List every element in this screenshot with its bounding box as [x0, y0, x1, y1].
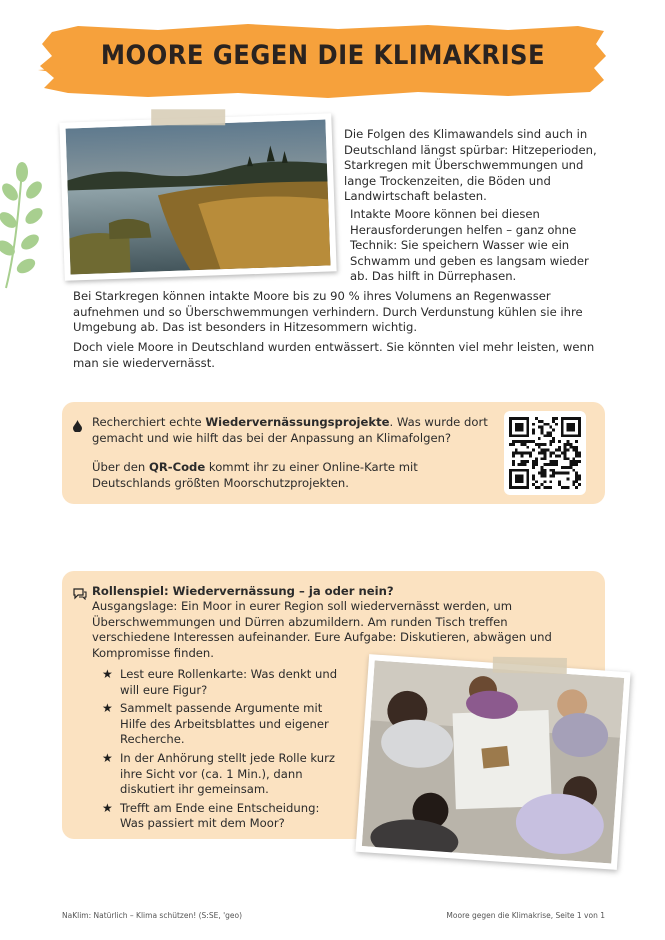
research-box — [62, 402, 605, 504]
qr-hint: Über den QR-Code kommt ihr zu einer Online-Karte mit Deutschlands größten Moorschutzprojekten. — [92, 460, 418, 490]
tape — [151, 109, 225, 125]
list-item: ★ In der Anhörung stellt jede Rolle kurz ihre Sicht vor (ca. 1 Min.), dann diskutiert ihr gemeinsam. — [102, 750, 335, 797]
drop-icon — [73, 417, 82, 436]
footer-right: Moore gegen die Klimakrise, Seite 1 von 1 — [446, 911, 605, 920]
star-icon: ★ — [102, 701, 113, 716]
meeting-photo — [355, 654, 630, 870]
list-item: ★ Trefft am Ende eine Entscheidung: Was passiert mit dem Moor? — [102, 800, 320, 831]
intro-paragraph-2: Intakte Moore können bei diesen Herausforderungen helfen – ganz ohne Technik: Sie speichern Wasser wie ein Schwamm und geben es langsam wieder ab. Das hilft in Dürrephasen. — [350, 207, 589, 284]
roleplay-intro: Ausgangslage: Ein Moor in eurer Region soll wiedervernässt werden, um Überschwemmungen und Dürren abzumildern. Am runden Tisch treffen verschiedene Interessen aufeinander. Eure Aufgabe: Diskutieren, abwägen und Kompromisse finden. — [92, 599, 552, 660]
footer-left: NaKlim: Natürlich – Klima schützen! (S:SE, 'geo) — [62, 911, 243, 920]
moor-landscape-image — [66, 120, 331, 275]
roleplay-title: Rollenspiel: Wiedervernässung – ja oder nein? — [92, 584, 394, 598]
page-title: MOORE GEGEN DIE KLIMAKRISE — [100, 40, 546, 71]
round-table-image — [362, 661, 624, 864]
list-item: ★ Sammelt passende Argumente mit Hilfe des Arbeitsblattes und eigener Recherche. — [102, 701, 329, 747]
moor-photo — [59, 113, 336, 280]
list-item: ★ Lest eure Rollenkarte: Was denkt und will eure Figur? — [102, 667, 338, 697]
star-icon: ★ — [102, 800, 113, 815]
tape — [493, 657, 567, 674]
leaf-branch-icon — [0, 160, 48, 290]
research-task: Recherchiert echte Wiedervernässungsprojekte. Was wurde dort gemacht und wie hilft das bei der Anpassung an Klimafolgen? — [92, 415, 488, 445]
intro-paragraph-1: Die Folgen des Klimawandels sind auch in Deutschland längst spürbar: Hitzeperioden, Starkregen mit Überschwemmungen und lange Trockenzeiten, die Böden und Landwirtschaft belasten. — [344, 127, 597, 204]
intro-paragraph-3: Bei Starkregen können intakte Moore bis zu 90 % ihres Volumens an Regenwasser aufnehmen und so Überschwemmungen verhindern. Durch Verdunstung kühlen sie ihre Umgebung ab. Das ist besonders in Hitzesommern wichtig. — [73, 289, 583, 335]
star-icon: ★ — [102, 750, 113, 765]
intro-paragraph-4: Doch viele Moore in Deutschland wurden entwässert. Sie könnten viel mehr leisten, wenn man sie wiedervernässt. — [73, 340, 595, 370]
qr-code[interactable] — [504, 411, 586, 495]
chat-icon — [73, 585, 87, 604]
title-banner — [38, 22, 608, 100]
roleplay-steps — [102, 667, 342, 835]
star-icon: ★ — [102, 667, 113, 681]
